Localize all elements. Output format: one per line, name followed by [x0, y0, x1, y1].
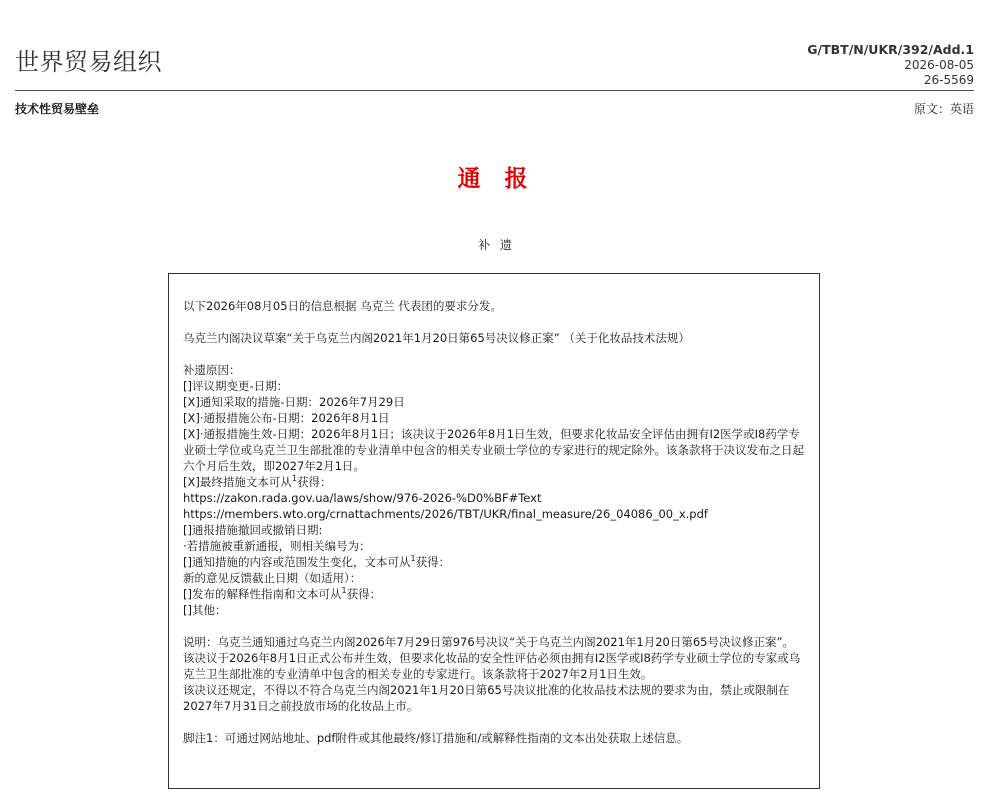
other-line: []其他：: [183, 603, 227, 617]
document-reference-number: 26-5569: [923, 73, 974, 87]
committee-name: 技术性贸易壁垒: [15, 102, 100, 116]
new-deadline-line: 新的意见反馈截止日期（如适用）：: [183, 571, 362, 585]
measure-title: 乌克兰内阁决议草案“关于乌克兰内阁2021年1月20日第65号决议修正案” （关于化妆品技术法规）: [183, 331, 690, 345]
interpretive-guidance-line: [183, 586, 807, 602]
final-text-label: [X]最终措施文本可从: [183, 475, 292, 489]
interpretive-guidance-suffix: 获得：: [346, 587, 382, 601]
reason-heading: 补遗原因：: [183, 363, 241, 377]
final-text-link-1[interactable]: https://zakon.rada.gov.ua/laws/show/976-2026-%D0%BF#Text: [183, 491, 542, 505]
footnote-mark: 1: [291, 474, 297, 484]
intro-text: 以下2026年08月05日的信息根据 乌克兰 代表团的要求分发。: [183, 299, 502, 313]
final-text-link-2[interactable]: https://members.wto.org/crnattachments/2026/TBT/UKR/final_measure/26_04086_00_x.pdf: [183, 507, 708, 521]
footnote-text: 脚注1：可通过网站地址、pdf附件或其他最终/修订措施和/或解释性指南的文本出处获取上述信息。: [183, 731, 689, 745]
final-text-suffix: 获得：: [296, 475, 332, 489]
document-date: 2026-08-05: [904, 57, 974, 72]
note-paragraph-3: 该决议还规定，不得以不符合乌克兰内阁2021年1月20日第65号决议批准的化妆品技术法规的要求为由，禁止或限制在2027年7月31日之前投放市场的化妆品上市。: [183, 683, 790, 713]
document-meta: [807, 42, 974, 89]
note-paragraph-1: 说明：乌克兰通知通过乌克兰内阁2026年7月29日第976号决议“关于乌克兰内阁2021年1月20日第65号决议修正案”。: [183, 635, 794, 649]
note-paragraph-2: 该决议于2026年8月1日正式公布并生效，但要求化妆品的安全性评估必须由拥有I2医学或I8药学专业硕士学位的专家或乌克兰卫生部批准的专业清单中包含的相关专业的专家进行。该条款将于2027年2月1日生效。: [183, 651, 801, 681]
publication-date-line: [X]·通报措施公布-日期：2026年8月1日: [183, 411, 390, 425]
scope-change-label: []通知措施的内容或范围发生变化，文本可从: [183, 555, 411, 569]
header-divider: [15, 90, 974, 91]
final-text-line: [183, 474, 807, 490]
footnote-mark: 1: [341, 586, 347, 596]
document-subtitle: 补 遗: [478, 238, 515, 252]
footnote-mark: 1: [410, 554, 416, 564]
scope-change-line: [183, 554, 807, 570]
notification-content: [183, 298, 807, 746]
interpretive-guidance-label: []发布的解释性指南和文本可从: [183, 587, 342, 601]
comment-period-line: []评议期变更-日期：: [183, 379, 289, 393]
original-language: 原文：英语: [913, 102, 974, 116]
document-title: 通 报: [457, 166, 536, 192]
notification-box: [168, 273, 820, 789]
organization-name: 世界贸易组织: [15, 48, 162, 76]
withdrawn-line: []通报措施撤回或撤销日期:: [183, 523, 323, 537]
renotified-line: ·若措施被重新通报，则相关编号为：: [183, 539, 371, 553]
adoption-date-line: [X]通知采取的措施-日期：2026年7月29日: [183, 395, 405, 409]
document-symbol: G/TBT/N/UKR/392/Add.1: [807, 42, 974, 57]
entry-into-force-line: [X]·通报措施生效-日期：2026年8月1日；该决议于2026年8月1日生效，但要求化妆品安全评估由拥有I2医学或I8药学专业硕士学位或乌克兰卫生部批准的专业清单中包含的相关专业硕士学位的专家进行的规定除外。该条款将于决议发布之日起六个月后生效，即2027年2月1日。: [183, 427, 804, 473]
scope-change-suffix: 获得：: [415, 555, 451, 569]
